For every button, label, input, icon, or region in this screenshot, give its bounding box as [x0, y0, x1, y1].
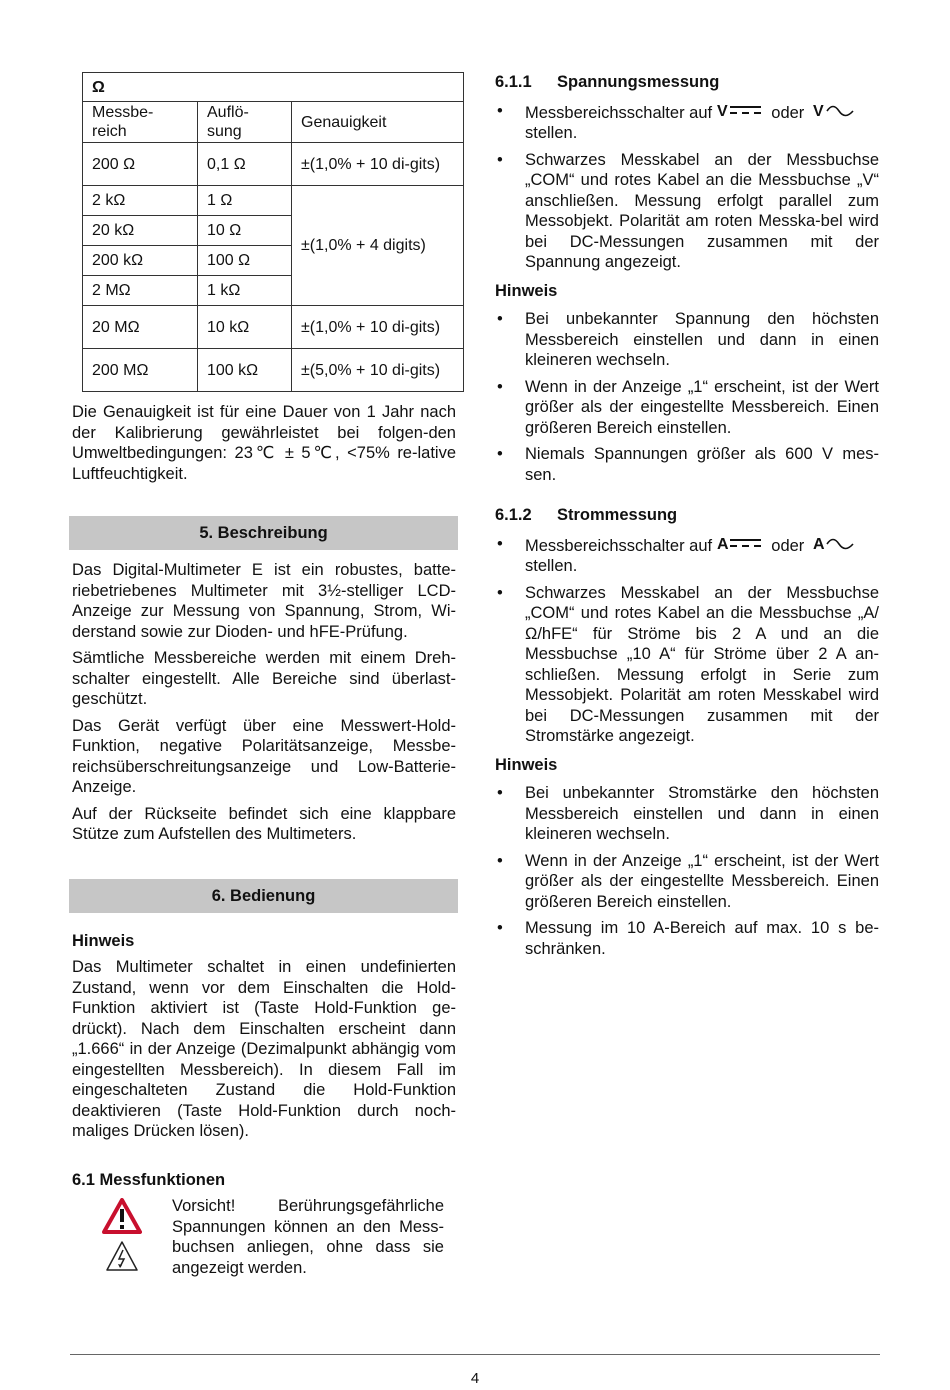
- list-item: [495, 534, 879, 577]
- left-column: [72, 72, 456, 1278]
- list-item: • Niemals Spannungen größer als 600 V mes-sen.: [495, 444, 879, 485]
- warning-text: Vorsicht! Berührungsgefährliche Spannungen können an den Mess-buchsen anliegen, ohne dass sie angezeigt werden.: [172, 1197, 444, 1277]
- bullet-text: oder: [771, 103, 805, 122]
- table-cell-accuracy: ±(5,0% + 10 di-gits): [292, 349, 464, 392]
- warning-block: [72, 1196, 456, 1278]
- table-cell-resolution: 10 kΩ: [198, 306, 292, 349]
- list-item: [495, 101, 879, 144]
- resistance-spec-table: [82, 72, 464, 392]
- subsection-title: Strommessung: [557, 506, 678, 524]
- table-cell-accuracy: ±(1,0% + 10 di-gits): [292, 143, 464, 186]
- subsection-heading-strommessung: [495, 505, 879, 526]
- table-cell-accuracy: ±(1,0% + 4 digits): [292, 186, 464, 306]
- page-number: 4: [470, 1370, 480, 1387]
- note-heading: Hinweis: [72, 931, 135, 950]
- bullet-text: Messbereichsschalter auf: [525, 103, 713, 122]
- note-heading: Hinweis: [495, 755, 558, 774]
- accuracy-note: Die Genauigkeit ist für eine Dauer von 1 Jahr nach der Kalibrierung gewährleistet bei folgen-den Umweltbedingungen: 23℃ ± 5℃, <75% re-lative Luftfeuchtigkeit.: [72, 403, 456, 483]
- svg-text:V: V: [716, 102, 728, 120]
- table-row: [83, 186, 464, 216]
- warning-icons: [72, 1196, 172, 1278]
- list-item: • Schwarzes Messkabel an der Messbuchse „COM“ und rotes Kabel an die Messbuchse „V“ anschließen. Messung erfolgt parallel zum Messobjekt. Polarität am roten Messka-bel wird bei DC-Messungen zusammen mit der Spannung angezeigt.: [495, 150, 879, 273]
- table-cell-range: 200 kΩ: [83, 246, 198, 276]
- bullet-text: oder: [771, 536, 805, 555]
- table-header-accuracy: Genauigkeit: [292, 102, 464, 143]
- table-row: [83, 143, 464, 186]
- table-row: [83, 306, 464, 349]
- volt-dc-icon: [717, 101, 763, 121]
- table-cell-resolution: 100 Ω: [198, 246, 292, 276]
- table-cell-resolution: 0,1 Ω: [198, 143, 292, 186]
- table-cell-range: 2 kΩ: [83, 186, 198, 216]
- paragraph: Das Multimeter schaltet in einen undefinierten Zustand, wenn vor dem Einschalten die Hold-Funktion aktiviert ist (Taste Hold-Funktion ge-drückt). Nach dem Einschalten erscheint dann „1.666“ in der Anzeige (Dezimalpunkt abhängig vom eingestellten Messbereich). In diesem Fall im eingeschalteten Zustand die Hold-Funktion deaktivieren (Taste Hold-Funktion durch noch-maliges Drücken lösen).: [72, 958, 456, 1140]
- note-heading: Hinweis: [495, 281, 558, 300]
- table-cell-range: 2 MΩ: [83, 276, 198, 306]
- bullet-list: [495, 534, 879, 747]
- table-cell-range: 20 MΩ: [83, 306, 198, 349]
- table-header-resolution: Auflö-sung: [198, 102, 292, 143]
- ampere-dc-icon: [717, 534, 763, 554]
- table-cell-range: 20 kΩ: [83, 216, 198, 246]
- list-item: • Schwarzes Messkabel an der Messbuchse „COM“ und rotes Kabel an die Messbuchse „A/Ω/hFE“ für Ströme bis 2 A und an die Messbuchse „10 A“ für Ströme über 2 A an-schließen. Messung erfolgt in Serie zum Messobjekt. Polarität am roten Messkabel wird bei DC-Messungen zusammen mit der Stromstärke angezeigt.: [495, 583, 879, 747]
- note-list: [495, 783, 879, 959]
- footer-divider: [70, 1354, 880, 1355]
- paragraph: Das Gerät verfügt über eine Messwert-Hold-Funktion, negative Polaritätsanzeige, Messbe-reichsüberschreitungsanzeige und Low-Batterie-Anzeige.: [72, 716, 456, 796]
- bullet-text: Messbereichsschalter auf: [525, 536, 713, 555]
- list-item: • Bei unbekannter Stromstärke den höchsten Messbereich einstellen und dann in einen kleineren wechseln.: [495, 783, 879, 845]
- table-cell-resolution: 1 kΩ: [198, 276, 292, 306]
- note-list: [495, 309, 879, 485]
- volt-ac-icon: [813, 101, 855, 121]
- list-item: • Wenn in der Anzeige „1“ erscheint, ist der Wert größer als der eingestellte Messbereich. Einen größeren Bereich einstellen.: [495, 377, 879, 439]
- list-item: • Bei unbekannter Spannung den höchsten Messbereich einstellen und dann in einen kleineren wechseln.: [495, 309, 879, 371]
- high-voltage-icon: [105, 1240, 139, 1272]
- paragraph: Sämtliche Messbereiche werden mit einem Dreh-schalter eingestellt. Alle Bereiche sind überlast-geschützt.: [72, 649, 456, 708]
- section-heading-bedienung: 6. Bedienung: [69, 879, 458, 913]
- section-heading-beschreibung: 5. Beschreibung: [69, 516, 458, 550]
- table-symbol: Ω: [83, 73, 464, 102]
- table-cell-range: 200 Ω: [83, 143, 198, 186]
- table-cell-resolution: 10 Ω: [198, 216, 292, 246]
- list-item: • Wenn in der Anzeige „1“ erscheint, ist der Wert größer als der eingestellte Messbereich. Einen größeren Bereich einstellen.: [495, 851, 879, 913]
- table-cell-accuracy: ±(1,0% + 10 di-gits): [292, 306, 464, 349]
- ampere-ac-icon: [813, 534, 855, 554]
- table-row: [83, 349, 464, 392]
- svg-text:A: A: [716, 535, 729, 553]
- right-column: [495, 72, 879, 965]
- bullet-text: stellen.: [525, 124, 578, 142]
- table-cell-range: 200 MΩ: [83, 349, 198, 392]
- warning-triangle-icon: [102, 1198, 142, 1234]
- subsection-heading-messfunktionen: 6.1 Messfunktionen: [72, 1170, 226, 1189]
- table-header-range: Messbe-reich: [83, 102, 198, 143]
- table-cell-resolution: 100 kΩ: [198, 349, 292, 392]
- subsection-title: Spannungsmessung: [557, 73, 720, 91]
- subsection-number: 6.1.2: [495, 506, 532, 524]
- paragraph: Das Digital-Multimeter E ist ein robustes, batte-riebetriebenes Multimeter mit 3½-stelliger LCD-Anzeige zur Messung von Spannung, Strom, Wi-derstand sowie zur Dioden- und hFE-Prüfung.: [72, 561, 456, 641]
- subsection-number: 6.1.1: [495, 73, 532, 91]
- list-item: • Messung im 10 A-Bereich auf max. 10 s be-schränken.: [495, 918, 879, 959]
- table-cell-resolution: 1 Ω: [198, 186, 292, 216]
- bullet-list: [495, 101, 879, 273]
- paragraph: Auf der Rückseite befindet sich eine klappbare Stütze zum Aufstellen des Multimeters.: [72, 804, 456, 843]
- bullet-text: stellen.: [525, 557, 578, 575]
- svg-text:V: V: [812, 102, 824, 120]
- subsection-heading-spannungsmessung: [495, 72, 879, 93]
- svg-text:A: A: [812, 535, 825, 553]
